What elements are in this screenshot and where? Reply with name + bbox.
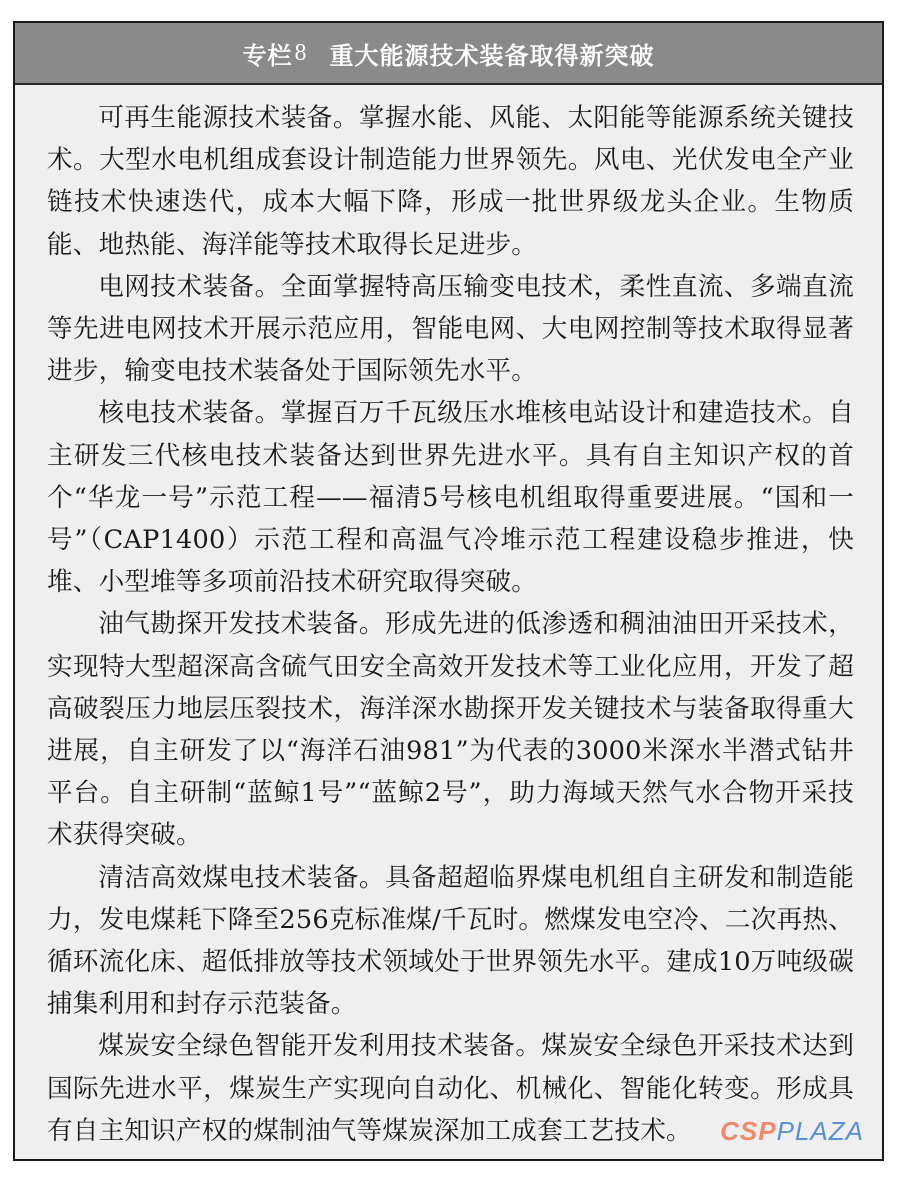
paragraph-grid: 电网技术装备。全面掌握特高压输变电技术，柔性直流、多端直流等先进电网技术开展示范应用，智能电网、大电网控制等技术取得显著进步，输变电技术装备处于国际领先水平。 xyxy=(47,271,854,387)
paragraph-nuclear: 核电技术装备。掌握百万千瓦级压水堆核电站设计和建造技术。自主研发三代核电技术装备达到世界先进水平。具有自主知识产权的首个“华龙一号”示范工程——福清5号核电机组取得重要进展。“国和一号”（CAP1400）示范工程和高温气冷堆示范工程建设稳步推进，快堆、小型堆等多项前沿技术研究取得突破。 xyxy=(47,398,854,598)
watermark-logo xyxy=(720,1116,864,1147)
column-header xyxy=(15,23,882,85)
column-number: 8 xyxy=(294,39,308,66)
watermark-part2: PLAZA xyxy=(776,1116,864,1146)
paragraph-clean-coal-power: 清洁高效煤电技术装备。具备超超临界煤电机组自主研发和制造能力，发电煤耗下降至256克标准煤/千瓦时。燃煤发电空冷、二次再热、循环流化床、超低排放等技术领域处于世界领先水平。建成10万吨级碳捕集利用和封存示范装备。 xyxy=(47,862,854,1020)
watermark-part1: CSP xyxy=(720,1116,777,1146)
column-label: 专栏 xyxy=(242,41,293,70)
paragraph-renewable: 可再生能源技术装备。掌握水能、风能、太阳能等能源系统关键技术。大型水电机组成套设计制造能力世界领先。风电、光伏发电全产业链技术快速迭代，成本大幅下降，形成一批世界级龙头企业。生物质能、地热能、海洋能等技术取得长足进步。 xyxy=(47,103,854,260)
column-box xyxy=(13,21,884,1161)
column-title: 重大能源技术装备取得新突破 xyxy=(329,41,655,70)
paragraph-coal-mining: 煤炭安全绿色智能开发利用技术装备。煤炭安全绿色开采技术达到国际先进水平，煤炭生产实现向自动化、机械化、智能化转变。形成具有自主知识产权的煤制油气等煤炭深加工成套工艺技术。 xyxy=(47,1031,854,1146)
paragraph-oil-gas: 油气勘探开发技术装备。形成先进的低渗透和稠油油田开采技术，实现特大型超深高含硫气田安全高效开发技术等工业化应用，开发了超高破裂压力地层压裂技术，海洋深水勘探开发关键技术与装备取得重大进展，自主研发了以“海洋石油981”为代表的3000米深水半潜式钻井平台。自主研制“蓝鲸1号”“蓝鲸2号”，助力海域天然气水合物开采技术获得突破。 xyxy=(47,609,854,851)
column-content xyxy=(15,85,882,1152)
